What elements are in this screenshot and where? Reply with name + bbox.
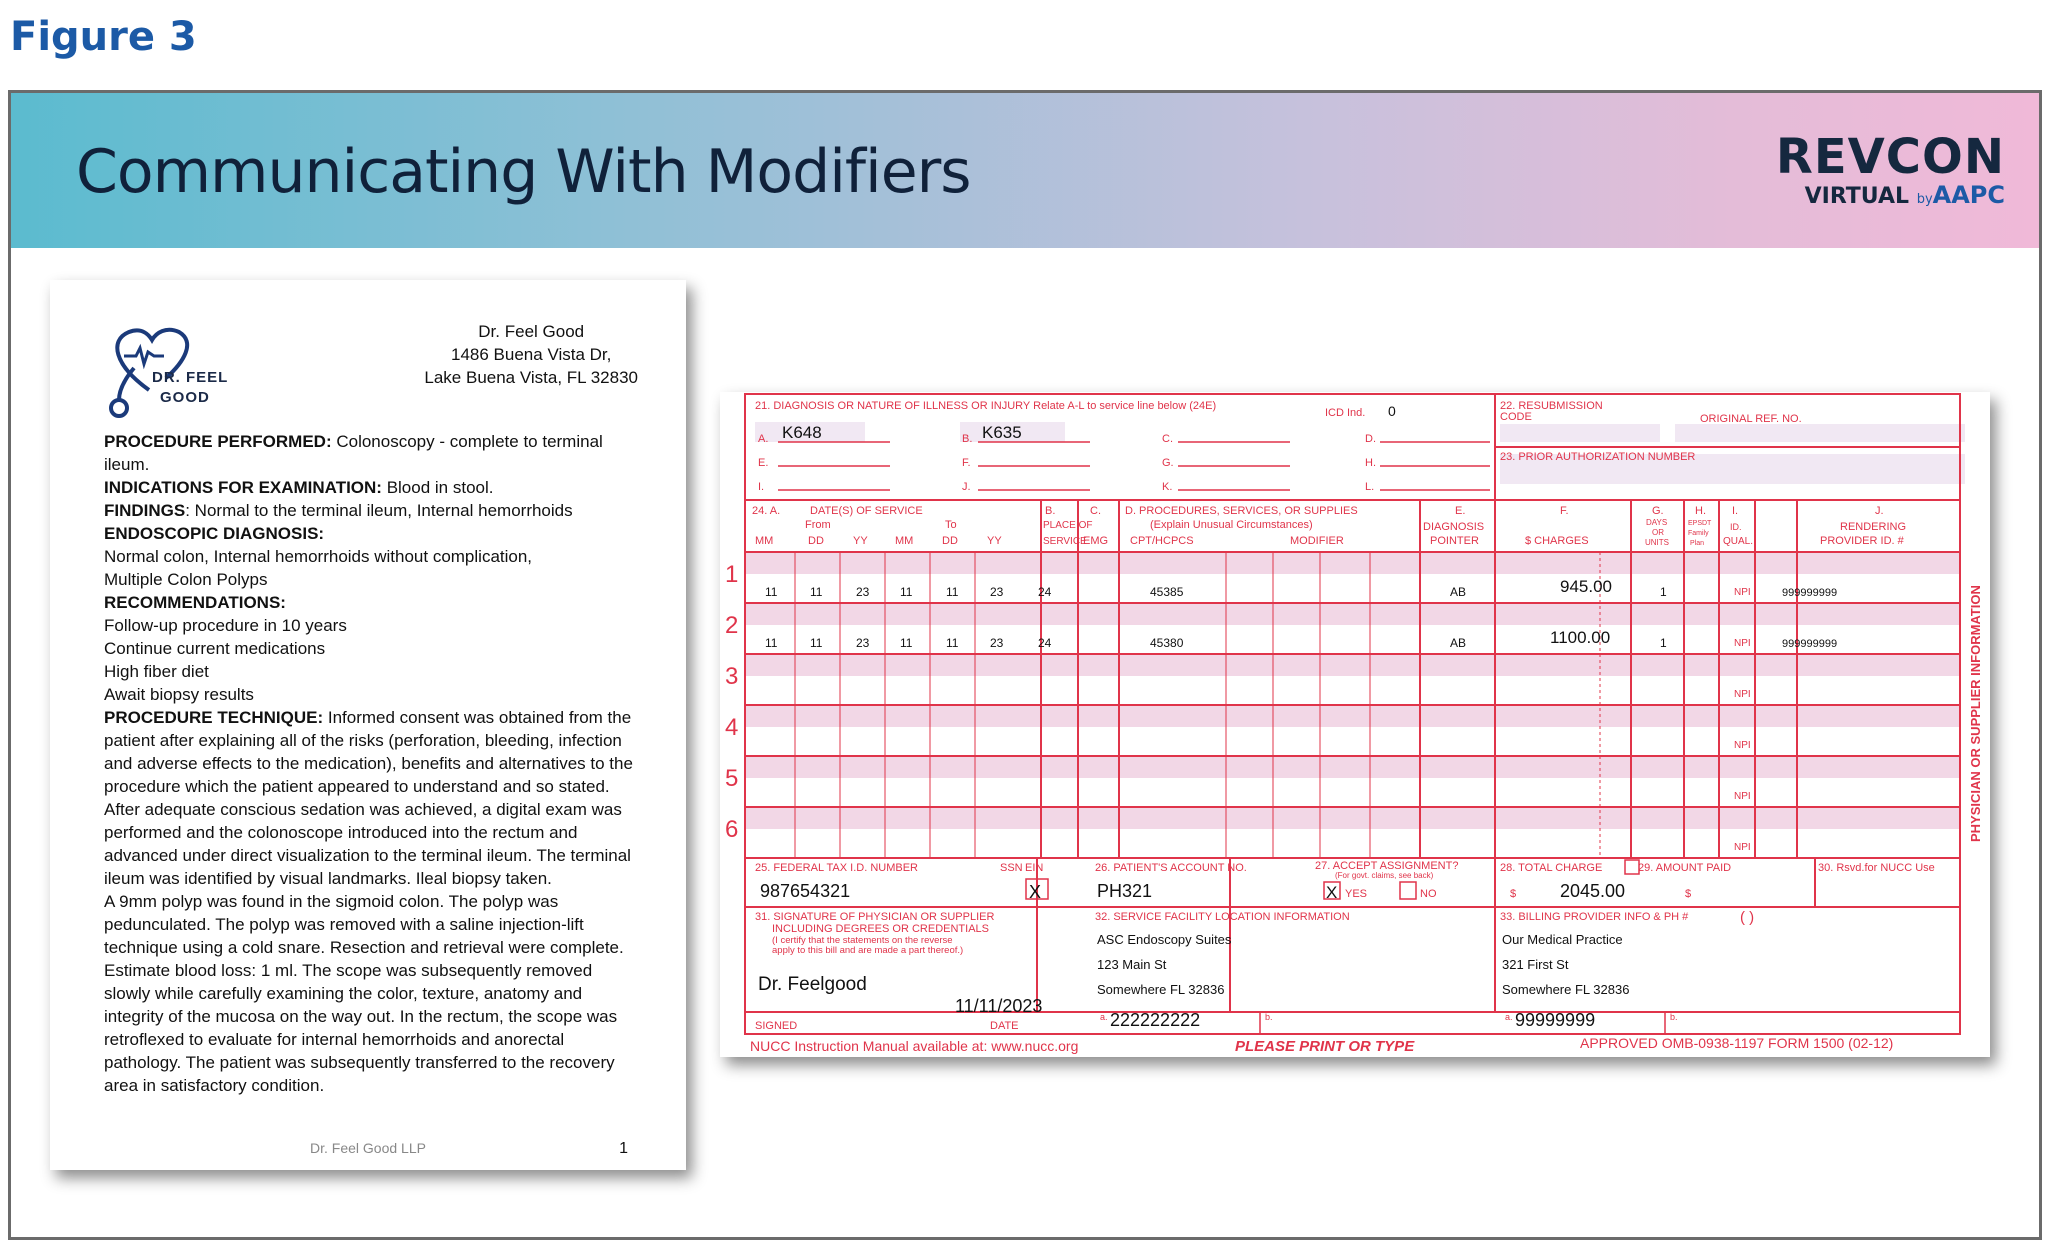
from-dd: 11 xyxy=(810,585,823,599)
h24h: H. xyxy=(1695,505,1706,517)
facility-a-label: a. xyxy=(1100,1012,1108,1022)
indications xyxy=(104,476,638,499)
diagnosis-line-2: Multiple Colon Polyps xyxy=(104,570,268,589)
shaded-service-rows xyxy=(745,552,1960,829)
diagnosis-pointer: AB xyxy=(1450,636,1467,650)
h24-dates: DATE(S) OF SERVICE xyxy=(810,505,923,517)
technique-label: PROCEDURE TECHNIQUE: xyxy=(104,708,324,727)
from-yy: 23 xyxy=(856,585,870,599)
billing-line: 321 First St xyxy=(1502,957,1569,972)
diag-letter: C. xyxy=(1162,433,1173,445)
box29-header: 29. AMOUNT PAID xyxy=(1638,862,1732,874)
line-units: 1 xyxy=(1660,585,1667,599)
h24e-diagnosis: DIAGNOSIS xyxy=(1423,521,1485,533)
h24d-explain: (Explain Unusual Circumstances) xyxy=(1150,519,1313,531)
h24j: J. xyxy=(1875,505,1884,517)
h24f: F. xyxy=(1560,505,1569,517)
claim-form xyxy=(720,392,1990,1057)
physician-signature: Dr. Feelgood xyxy=(758,974,867,995)
h24b: B. xyxy=(1045,505,1056,517)
place-of-service: 24 xyxy=(1038,585,1052,599)
facility-b-label: b. xyxy=(1265,1012,1273,1022)
ein-check: X xyxy=(1029,882,1042,902)
polyp-text: A 9mm polyp was found in the sigmoid colon. The polyp was pedunculated. The polyp was removed with a saline injection-lift technique using a cold snare. Resection and retrieval were complete. Estimate blood loss: 1 ml. The scope was subsequently removed slowly while carefully examining the color, texture, anatomy and integrity of the mucosa on the way out. In the rectum, the scope was retroflexed to evaluate for internal hemorrhoids and anorectal pathology. The patient was subsequently transferred to the recovery area in satisfactory condition. xyxy=(104,892,624,1095)
side-label: PHYSICIAN OR SUPPLIER INFORMATION xyxy=(1968,585,1983,842)
procedure-note-document xyxy=(50,280,686,1170)
document-body xyxy=(104,430,638,1097)
signed-label: SIGNED xyxy=(755,1020,798,1032)
date-label: DATE xyxy=(990,1020,1019,1032)
rendering-npi: 999999999 xyxy=(1782,638,1838,650)
h24d-modifier: MODIFIER xyxy=(1290,535,1344,547)
box27-no: NO xyxy=(1420,888,1437,900)
diagnosis-label: ENDOSCOPIC DIAGNOSIS: xyxy=(104,524,325,543)
line-number: 1 xyxy=(725,561,739,588)
h24f-charges: $ CHARGES xyxy=(1525,535,1589,547)
box31-line2: INCLUDING DEGREES OR CREDENTIALS xyxy=(772,923,989,935)
address-street: 1486 Buena Vista Dr, xyxy=(451,345,612,364)
to-mm: 11 xyxy=(900,636,913,650)
diag-letter: K. xyxy=(1162,481,1173,493)
procedure-label: PROCEDURE PERFORMED: xyxy=(104,432,332,451)
logo-line-1: DR. FEEL xyxy=(152,369,229,386)
indications-text: Blood in stool. xyxy=(381,478,494,497)
npi-label: NPI xyxy=(1734,740,1751,751)
h24i-qual: QUAL. xyxy=(1723,536,1754,547)
box33-header: 33. BILLING PROVIDER INFO & PH # xyxy=(1500,911,1689,923)
from-yy: 23 xyxy=(856,636,870,650)
h24d-cpt: CPT/HCPCS xyxy=(1130,535,1194,547)
h24g-or: OR xyxy=(1652,528,1664,537)
diag-letter: E. xyxy=(758,457,769,469)
logo-text xyxy=(152,368,228,408)
rendering-npi: 999999999 xyxy=(1782,587,1838,599)
facility-line: ASC Endoscopy Suites xyxy=(1097,932,1232,947)
box25-ssn: SSN xyxy=(1000,862,1023,874)
h24h-epsdt: EPSDT xyxy=(1688,520,1712,527)
h24i-id: ID. xyxy=(1730,522,1742,532)
findings-text: : Normal to the terminal ileum, Internal hemorrhoids xyxy=(185,501,573,520)
physician-address xyxy=(424,320,638,389)
address-name: Dr. Feel Good xyxy=(478,322,585,341)
npi-label: NPI xyxy=(1734,689,1751,700)
icd-ind-label: ICD Ind. xyxy=(1325,407,1366,419)
box27-header: 27. ACCEPT ASSIGNMENT? xyxy=(1315,860,1459,872)
box22-original-ref: ORIGINAL REF. NO. xyxy=(1700,413,1802,425)
figure-label: Figure 3 xyxy=(10,14,197,60)
box32-header: 32. SERVICE FACILITY LOCATION INFORMATION xyxy=(1095,911,1350,923)
h24j-provider: PROVIDER ID. # xyxy=(1820,535,1904,547)
billing-line: Somewhere FL 32836 xyxy=(1502,982,1630,997)
h24-col: DD xyxy=(808,535,824,547)
box33-phone: ( ) xyxy=(1740,909,1755,926)
field-shading xyxy=(755,422,1965,484)
totals-row-headers xyxy=(755,860,1935,900)
revcon-logo xyxy=(1775,129,2005,209)
indications-label: INDICATIONS FOR EXAMINATION: xyxy=(104,478,382,497)
h24: 24. A. xyxy=(752,505,781,517)
billing-a-label: a. xyxy=(1505,1012,1513,1022)
line-number: 5 xyxy=(725,765,739,792)
diag-letter: B. xyxy=(962,433,973,445)
facility-line: 123 Main St xyxy=(1097,957,1167,972)
diagnosis-pointer: AB xyxy=(1450,585,1467,599)
h24g-units: UNITS xyxy=(1645,538,1669,547)
recommendation-item: Continue current medications xyxy=(104,639,326,658)
total-charge: 2045.00 xyxy=(1560,881,1626,901)
line-units: 1 xyxy=(1660,636,1667,650)
diagnosis-lines xyxy=(778,442,1490,490)
line-number: 6 xyxy=(725,816,739,843)
box30-header: 30. Rsvd.for NUCC Use xyxy=(1818,862,1935,874)
cpt-code: 45385 xyxy=(1150,585,1184,599)
logo-line-2: GOOD xyxy=(160,389,210,406)
diagnosis-line-1: Normal colon, Internal hemorrhoids without complication, xyxy=(104,547,533,566)
billing-b-label: b. xyxy=(1670,1012,1678,1022)
box22-code: CODE xyxy=(1500,411,1532,423)
recommendations-label: RECOMMENDATIONS: xyxy=(104,593,286,612)
box31-line4: apply to this bill and are made a part thereof.) xyxy=(772,945,964,956)
logo-revcon: REVCON xyxy=(1775,129,2005,185)
to-yy: 23 xyxy=(990,585,1004,599)
findings xyxy=(104,499,638,522)
dr-feel-good-logo xyxy=(104,320,244,420)
h24d: D. PROCEDURES, SERVICES, OR SUPPLIES xyxy=(1125,505,1358,517)
logo-virtual: VIRTUAL xyxy=(1804,184,1910,209)
line-number: 2 xyxy=(725,612,739,639)
box31-line3: (I certify that the statements on the reverse xyxy=(772,935,953,946)
billing-line: Our Medical Practice xyxy=(1502,932,1623,947)
diag-letter: D. xyxy=(1365,433,1376,445)
diag-letter: H. xyxy=(1365,457,1376,469)
box26-header: 26. PATIENT'S ACCOUNT NO. xyxy=(1095,862,1247,874)
diag-letter: A. xyxy=(758,433,769,445)
diag-letter: L. xyxy=(1365,481,1375,493)
footer-print: PLEASE PRINT OR TYPE xyxy=(1235,1038,1415,1055)
footer-omb: APPROVED OMB-0938-1197 FORM 1500 (02-12) xyxy=(1580,1035,1894,1051)
service-line-2 xyxy=(765,628,1837,650)
h24h-plan: Plan xyxy=(1690,540,1705,547)
service-line-1 xyxy=(765,577,1837,599)
diag-letter: J. xyxy=(962,481,971,493)
box31-header: 31. SIGNATURE OF PHYSICIAN OR SUPPLIER xyxy=(755,911,995,923)
diag-letter: I. xyxy=(758,481,765,493)
recommendation-item: Follow-up procedure in 10 years xyxy=(104,616,347,635)
paid-dollar: $ xyxy=(1685,888,1692,900)
h24-col: YY xyxy=(853,535,868,547)
service-column-headers xyxy=(752,505,1906,547)
box25-ein: EIN xyxy=(1025,862,1044,874)
footer-nucc: NUCC Instruction Manual available at: www.nucc.org xyxy=(750,1038,1079,1054)
box27-note: (For govt. claims, see back) xyxy=(1335,871,1434,880)
npi-label: NPI xyxy=(1734,587,1751,598)
procedure-performed xyxy=(104,430,638,476)
diag-b-value: K635 xyxy=(982,423,1022,442)
diag-letter: F. xyxy=(962,457,971,469)
tax-id: 987654321 xyxy=(760,881,851,901)
recommendation-item: High fiber diet xyxy=(104,662,209,681)
signature-date: 11/11/2023 xyxy=(955,996,1043,1016)
from-mm: 11 xyxy=(765,585,778,599)
npi-label: NPI xyxy=(1734,842,1751,853)
technique-text: Informed consent was obtained from the patient after explaining all of the risks (perforation, bleeding, infection and adverse effects to the medication), benefits and alternatives to the procedure which the patient appeared to understand and so stated. After adequate conscious sedation was achieved, a digital exam was performed and the colonoscope introduced into the rectum and advanced under direct visualization to the terminal ileum. The terminal ileum was identified by visual landmarks. Ileal biopsy taken. xyxy=(104,708,633,888)
line-charges: 1100.00 xyxy=(1550,628,1611,647)
h24-col: DD xyxy=(942,535,958,547)
to-yy: 23 xyxy=(990,636,1004,650)
from-dd: 11 xyxy=(810,636,823,650)
line-number: 3 xyxy=(725,663,739,690)
h24b-service: SERVICE xyxy=(1043,536,1087,547)
document-footer: Dr. Feel Good LLP xyxy=(310,1140,426,1156)
from-mm: 11 xyxy=(765,636,778,650)
h24b-place: PLACE OF xyxy=(1043,520,1093,531)
h24-to: To xyxy=(945,519,957,531)
to-mm: 11 xyxy=(900,585,913,599)
procedure-technique xyxy=(104,706,638,890)
h24e: E. xyxy=(1455,505,1466,517)
h24h-family: Family xyxy=(1688,530,1709,537)
box22-header: 22. RESUBMISSION xyxy=(1500,400,1603,412)
h24g-days: DAYS xyxy=(1646,518,1668,527)
box28-header: 28. TOTAL CHARGE xyxy=(1500,862,1603,874)
recommendation-item: Await biopsy results xyxy=(104,685,254,704)
billing-npi: 99999999 xyxy=(1515,1010,1596,1030)
npi-label: NPI xyxy=(1734,638,1751,649)
diag-letter: G. xyxy=(1162,457,1174,469)
diag-a-value: K648 xyxy=(782,423,822,442)
slide-title: Communicating With Modifiers xyxy=(76,137,971,207)
h24-col: MM xyxy=(755,535,774,547)
document-header xyxy=(104,320,638,430)
place-of-service: 24 xyxy=(1038,636,1052,650)
box27-yes: YES xyxy=(1345,888,1368,900)
total-dollar: $ xyxy=(1510,888,1517,900)
h24c: C. xyxy=(1090,505,1101,517)
h24c-emg: EMG xyxy=(1083,535,1109,547)
facility-npi: 222222222 xyxy=(1110,1010,1201,1030)
h24e-pointer: POINTER xyxy=(1430,535,1479,547)
box25-header: 25. FEDERAL TAX I.D. NUMBER xyxy=(755,862,919,874)
page-number: 1 xyxy=(619,1140,628,1157)
to-dd: 11 xyxy=(946,585,959,599)
logo-tagline xyxy=(1776,181,2005,209)
line-number: 4 xyxy=(725,714,739,741)
signature-row-headers xyxy=(755,909,1754,1032)
npi-label: NPI xyxy=(1734,791,1751,802)
h24-col: MM xyxy=(895,535,914,547)
h24-from: From xyxy=(805,519,831,531)
slide-banner xyxy=(11,93,2039,248)
icd-ind-value: 0 xyxy=(1388,403,1396,419)
account-number: PH321 xyxy=(1097,881,1153,901)
form-footer xyxy=(750,1035,1893,1055)
service-line-numbers xyxy=(725,561,738,843)
line-charges: 945.00 xyxy=(1560,577,1612,596)
procedure-text: Colonoscopy - complete to terminal ileum. xyxy=(104,432,603,474)
logo-aapc: AAPC xyxy=(1932,181,2005,209)
yes-check: X xyxy=(1326,883,1338,902)
claim-form-svg xyxy=(720,392,1990,1057)
box23-header: 23. PRIOR AUTHORIZATION NUMBER xyxy=(1500,451,1696,463)
address-city: Lake Buena Vista, FL 32830 xyxy=(424,368,638,387)
h24-col: YY xyxy=(987,535,1002,547)
h24g: G. xyxy=(1652,505,1664,517)
facility-line: Somewhere FL 32836 xyxy=(1097,982,1225,997)
cpt-code: 45380 xyxy=(1150,636,1184,650)
box21-header: 21. DIAGNOSIS OR NATURE OF ILLNESS OR INJURY Relate A-L to service line below (24E) xyxy=(755,400,1217,412)
logo-by: by xyxy=(1916,192,1933,207)
h24j-rendering: RENDERING xyxy=(1840,521,1907,533)
findings-label: FINDINGS xyxy=(104,501,186,520)
to-dd: 11 xyxy=(946,636,959,650)
h24i: I. xyxy=(1732,505,1739,517)
